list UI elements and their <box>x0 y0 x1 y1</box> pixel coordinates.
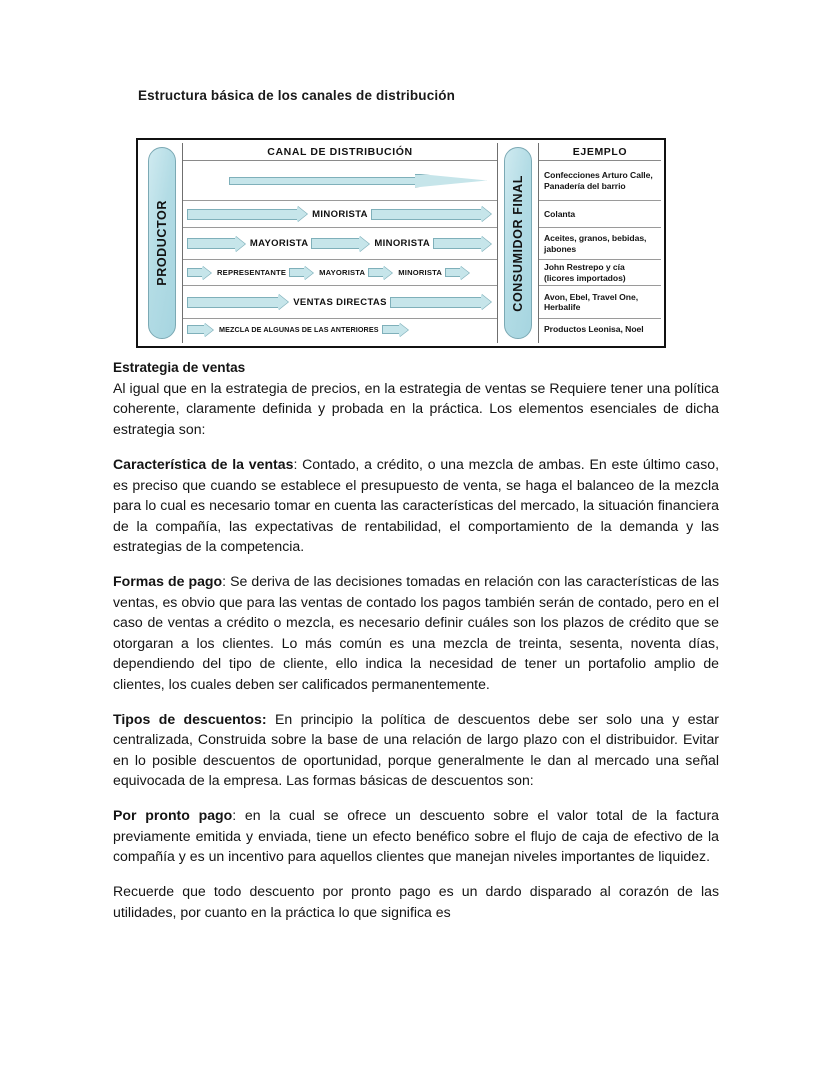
section-text: Al igual que en la estrategia de precios, en la estrategia de ventas se Requiere tener una política coherente, claramente definida y probada en la práctica. Los elementos esenciales de dicha estrategia son: <box>113 379 719 437</box>
arrow-icon <box>433 238 493 249</box>
channel-node-label: REPRESENTANTE <box>217 268 287 277</box>
channel-node-label: MINORISTA <box>398 268 443 277</box>
section-caracteristica-de-la-ventas <box>113 454 719 557</box>
channel-node-label: MEZCLA DE ALGUNAS DE LAS ANTERIORES <box>219 325 379 334</box>
arrow-icon <box>390 297 493 308</box>
producer-label: PRODUCTOR <box>154 200 169 286</box>
example-column <box>539 143 661 343</box>
section-text: : en la cual se ofrece un descuento sobre el valor total de la factura previamente emitida y enviada, tiene un efecto benéfico sobre el flujo de caja de efectivo de la compañía y es un incentivo para aquellos clientes que manejan niveles importantes de liquidez. <box>113 807 719 865</box>
channel-row-2 <box>183 201 497 228</box>
section-tipos-de-descuentos <box>113 709 719 791</box>
producer-column <box>141 143 183 343</box>
section-lead: Tipos de descuentos: <box>113 710 267 727</box>
section-text: : Se deriva de las decisiones tomadas en relación con las características de las ventas, es obvio que para las ventas de contado los pagos también serán de contado, pero en el caso de ventas a crédito o mezcla, es necesario definir cuáles son los plazos de crédito que se otorgaran a los clientes. Lo más común es una mezcla de treinta, sesenta, noventa días, dependiendo del tipo de cliente, ello indica la necesidad de tener un portafolio amplio de clientes, los cuales deben ser calificados permanentemente. <box>113 573 720 692</box>
consumer-label: CONSUMIDOR FINAL <box>511 174 525 312</box>
consumer-column <box>497 143 539 343</box>
arrow-icon <box>368 268 395 277</box>
long-arrow-icon <box>229 174 487 188</box>
section-formas-de-pago <box>113 571 719 694</box>
channel-header: CANAL DE DISTRIBUCIÓN <box>183 143 497 161</box>
consumer-pill <box>504 147 532 339</box>
channel-node-label: MAYORISTA <box>249 238 309 249</box>
example-rows <box>539 161 661 343</box>
arrow-icon <box>382 325 411 334</box>
document-body <box>113 358 719 922</box>
section-heading: Estrategia de ventas <box>113 360 246 375</box>
arrow-icon <box>187 297 290 308</box>
distribution-channel-diagram <box>136 138 666 348</box>
example-row: Avon, Ebel, Travel One, Herbalife <box>539 286 661 319</box>
section-estrategia-de-ventas <box>113 358 719 439</box>
arrow-icon <box>187 268 214 277</box>
example-header: EJEMPLO <box>539 143 661 161</box>
channel-node-label: MINORISTA <box>312 208 368 220</box>
channel-row-1 <box>183 161 497 201</box>
section-lead: Por pronto pago <box>113 807 233 824</box>
channel-column <box>183 143 497 343</box>
section-lead: Característica de la ventas <box>113 456 294 473</box>
arrow-icon <box>311 238 371 249</box>
section-text: Recuerde que todo descuento por pronto pago es un dardo disparado al corazón de las utilidades, por cuanto en la práctica lo que significa es <box>113 883 719 920</box>
section-closing-note <box>113 881 719 922</box>
example-row: Productos Leonisa, Noel <box>544 324 644 335</box>
producer-pill <box>148 147 176 339</box>
channel-node-label: VENTAS DIRECTAS <box>293 296 387 308</box>
example-row: Confecciones Arturo Calle, Panadería del barrio <box>539 161 661 201</box>
example-row: Colanta <box>539 201 661 228</box>
arrow-icon <box>289 268 316 277</box>
section-lead: Formas de pago <box>113 573 223 590</box>
channel-node-label: MAYORISTA <box>319 268 366 277</box>
channel-row-4 <box>183 260 497 286</box>
example-row: John Restrepo y cía (licores importados) <box>539 260 661 286</box>
arrow-icon <box>371 209 493 220</box>
figure-title: Estructura básica de los canales de distribución <box>138 88 456 103</box>
example-row: Aceites, granos, bebidas, jabones <box>539 228 661 260</box>
section-text: En principio la política de descuentos debe ser solo una y estar centralizada, Construida sobre la base de una relación de largo plazo con el distribuidor. Evitar en lo posible descuentos de oportunidad, porque generalmente le dan al mercado una señal equivocada de la empresa. Las formas básicas de descuentos son: <box>113 710 719 789</box>
arrow-icon <box>187 209 309 220</box>
section-por-pronto-pago <box>113 805 719 867</box>
section-text: : Contado, a crédito, o una mezcla de ambas. En este último caso, es preciso que cuando se establece el presupuesto de venta, se haga el balanceo de la mezcla para lo cual es necesario tomar en cuenta las características del mercado, la situación financiera de la compañía, las expectativas de rentabilidad, el comportamiento de la demanda y las estrategias de la competencia. <box>113 456 719 555</box>
arrow-icon <box>187 325 216 334</box>
channel-node-label: MINORISTA <box>374 238 431 249</box>
channel-row-5 <box>183 286 497 319</box>
channel-row-6 <box>183 319 497 340</box>
arrow-icon <box>445 268 472 277</box>
arrow-icon <box>187 238 247 249</box>
channel-rows <box>183 161 497 343</box>
channel-row-3 <box>183 228 497 260</box>
